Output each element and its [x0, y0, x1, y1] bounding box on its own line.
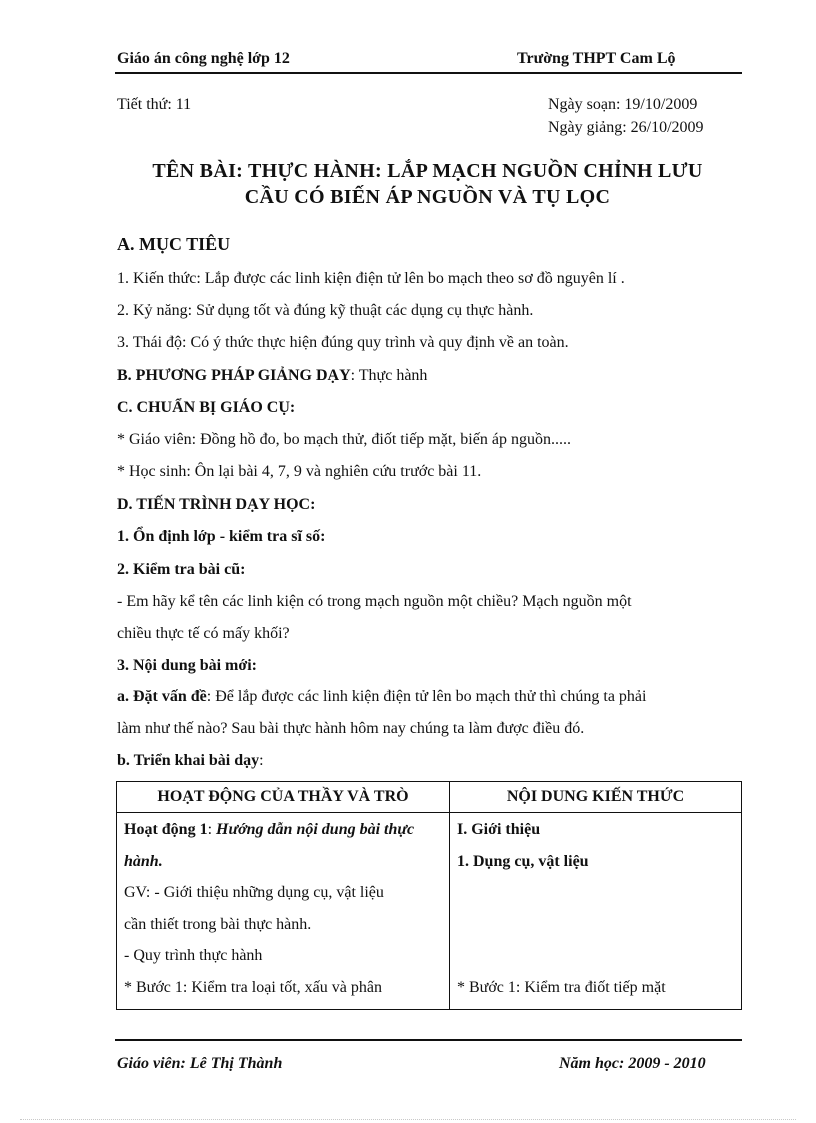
- teacher-intro-line-1: GV: - Giới thiệu những dụng cụ, vật liệu: [124, 884, 384, 901]
- page-header-right: Trường THPT Cam Lộ: [517, 50, 676, 67]
- content-cell: [450, 813, 742, 1010]
- table-header-content: NỘI DUNG KIẾN THỨC: [450, 782, 742, 813]
- activities-cell: [117, 813, 450, 1010]
- activity-heading: [124, 814, 442, 877]
- content-heading: I. Giới thiệu: [457, 821, 541, 838]
- teacher-intro-line-2: cần thiết trong bài thực hành.: [124, 915, 312, 933]
- lesson-number: Tiết thứ: 11: [117, 96, 192, 113]
- step-1-right: * Bước 1: Kiểm tra điốt tiếp mặt: [457, 979, 666, 996]
- problem-statement-text: : Để lắp được các linh kiện điện tử lên bo mạch thử thì chúng ta phải: [206, 688, 647, 705]
- teach-date: Ngày giảng: 26/10/2009: [548, 119, 704, 136]
- lesson-delivery-heading: [117, 752, 264, 770]
- lesson-plan-table: [116, 781, 742, 1010]
- content-subheading: 1. Dụng cụ, vật liệu: [457, 852, 589, 870]
- lesson-title-line-1: TÊN BÀI: THỰC HÀNH: LẮP MẠCH NGUỒN CHỈNH LƯU: [152, 160, 703, 182]
- review-question-line-1: - Em hãy kể tên các linh kiện có trong mạch nguồn một chiều? Mạch nguồn một: [117, 593, 632, 610]
- lesson-title: [115, 158, 740, 210]
- section-c-heading: C. CHUẨN BỊ GIÁO CỤ:: [117, 399, 296, 416]
- table-header-activities: HOẠT ĐỘNG CỦA THẦY VÀ TRÒ: [117, 782, 450, 813]
- lesson-delivery-label: b. Triển khai bài dạy: [117, 752, 260, 769]
- lesson-delivery-colon: :: [259, 752, 264, 769]
- section-b-heading: [117, 367, 427, 385]
- header-rule: [115, 72, 742, 74]
- section-d-heading: D. TIẾN TRÌNH DẠY HỌC:: [117, 496, 316, 513]
- table-header-row: [117, 782, 742, 813]
- section-b-label: B. PHƯƠNG PHÁP GIẢNG DẠY: [117, 367, 351, 384]
- page-edge: [20, 1119, 796, 1120]
- activity-title: Hướng dẫn nội dung bài thực hành.: [124, 821, 415, 870]
- lesson-title-line-2: CẦU CÓ BIẾN ÁP NGUỒN VÀ TỤ LỌC: [244, 186, 611, 208]
- activity-colon: :: [207, 821, 217, 838]
- prep-date: Ngày soạn: 19/10/2009: [548, 96, 698, 113]
- objective-skill: 2. Kỷ năng: Sử dụng tốt và đúng kỹ thuật các dụng cụ thực hành.: [117, 302, 534, 319]
- step-1-left: * Bước 1: Kiểm tra loại tốt, xấu và phân: [124, 978, 382, 996]
- section-b-value: : Thực hành: [350, 367, 428, 384]
- activity-label: Hoạt động 1: [124, 821, 208, 838]
- student-prep: * Học sinh: Ôn lại bài 4, 7, 9 và nghiên cứu trước bài 11.: [117, 463, 482, 480]
- teacher-prep: * Giáo viên: Đồng hồ đo, bo mạch thử, điốt tiếp mặt, biến áp nguồn.....: [117, 431, 571, 448]
- problem-statement-line-1: [117, 688, 646, 706]
- step-class-check: 1. Ổn định lớp - kiểm tra sĩ số:: [117, 528, 326, 545]
- table-row: [117, 813, 742, 1010]
- footer-school-year: Năm học: 2009 - 2010: [559, 1055, 706, 1072]
- problem-statement-line-2: làm như thế nào? Sau bài thực hành hôm nay chúng ta làm được điều đó.: [117, 720, 585, 737]
- objective-knowledge: 1. Kiến thức: Lắp được các linh kiện điện tử lên bo mạch theo sơ đồ nguyên lí .: [117, 270, 625, 287]
- problem-statement-label: a. Đặt vấn đề: [117, 688, 207, 705]
- objective-attitude: 3. Thái độ: Có ý thức thực hiện đúng quy trình và quy định về an toàn.: [117, 334, 569, 351]
- step-new-content: 3. Nội dung bài mới:: [117, 657, 257, 674]
- review-question-line-2: chiều thực tế có mấy khối?: [117, 625, 290, 642]
- step-review: 2. Kiểm tra bài cũ:: [117, 561, 246, 578]
- section-a-heading: A. MỤC TIÊU: [117, 234, 231, 254]
- page-header-left: Giáo án công nghệ lớp 12: [117, 50, 290, 67]
- footer-teacher: Giáo viên: Lê Thị Thành: [117, 1055, 283, 1072]
- practice-process: - Quy trình thực hành: [124, 947, 263, 964]
- footer-rule: [115, 1039, 742, 1041]
